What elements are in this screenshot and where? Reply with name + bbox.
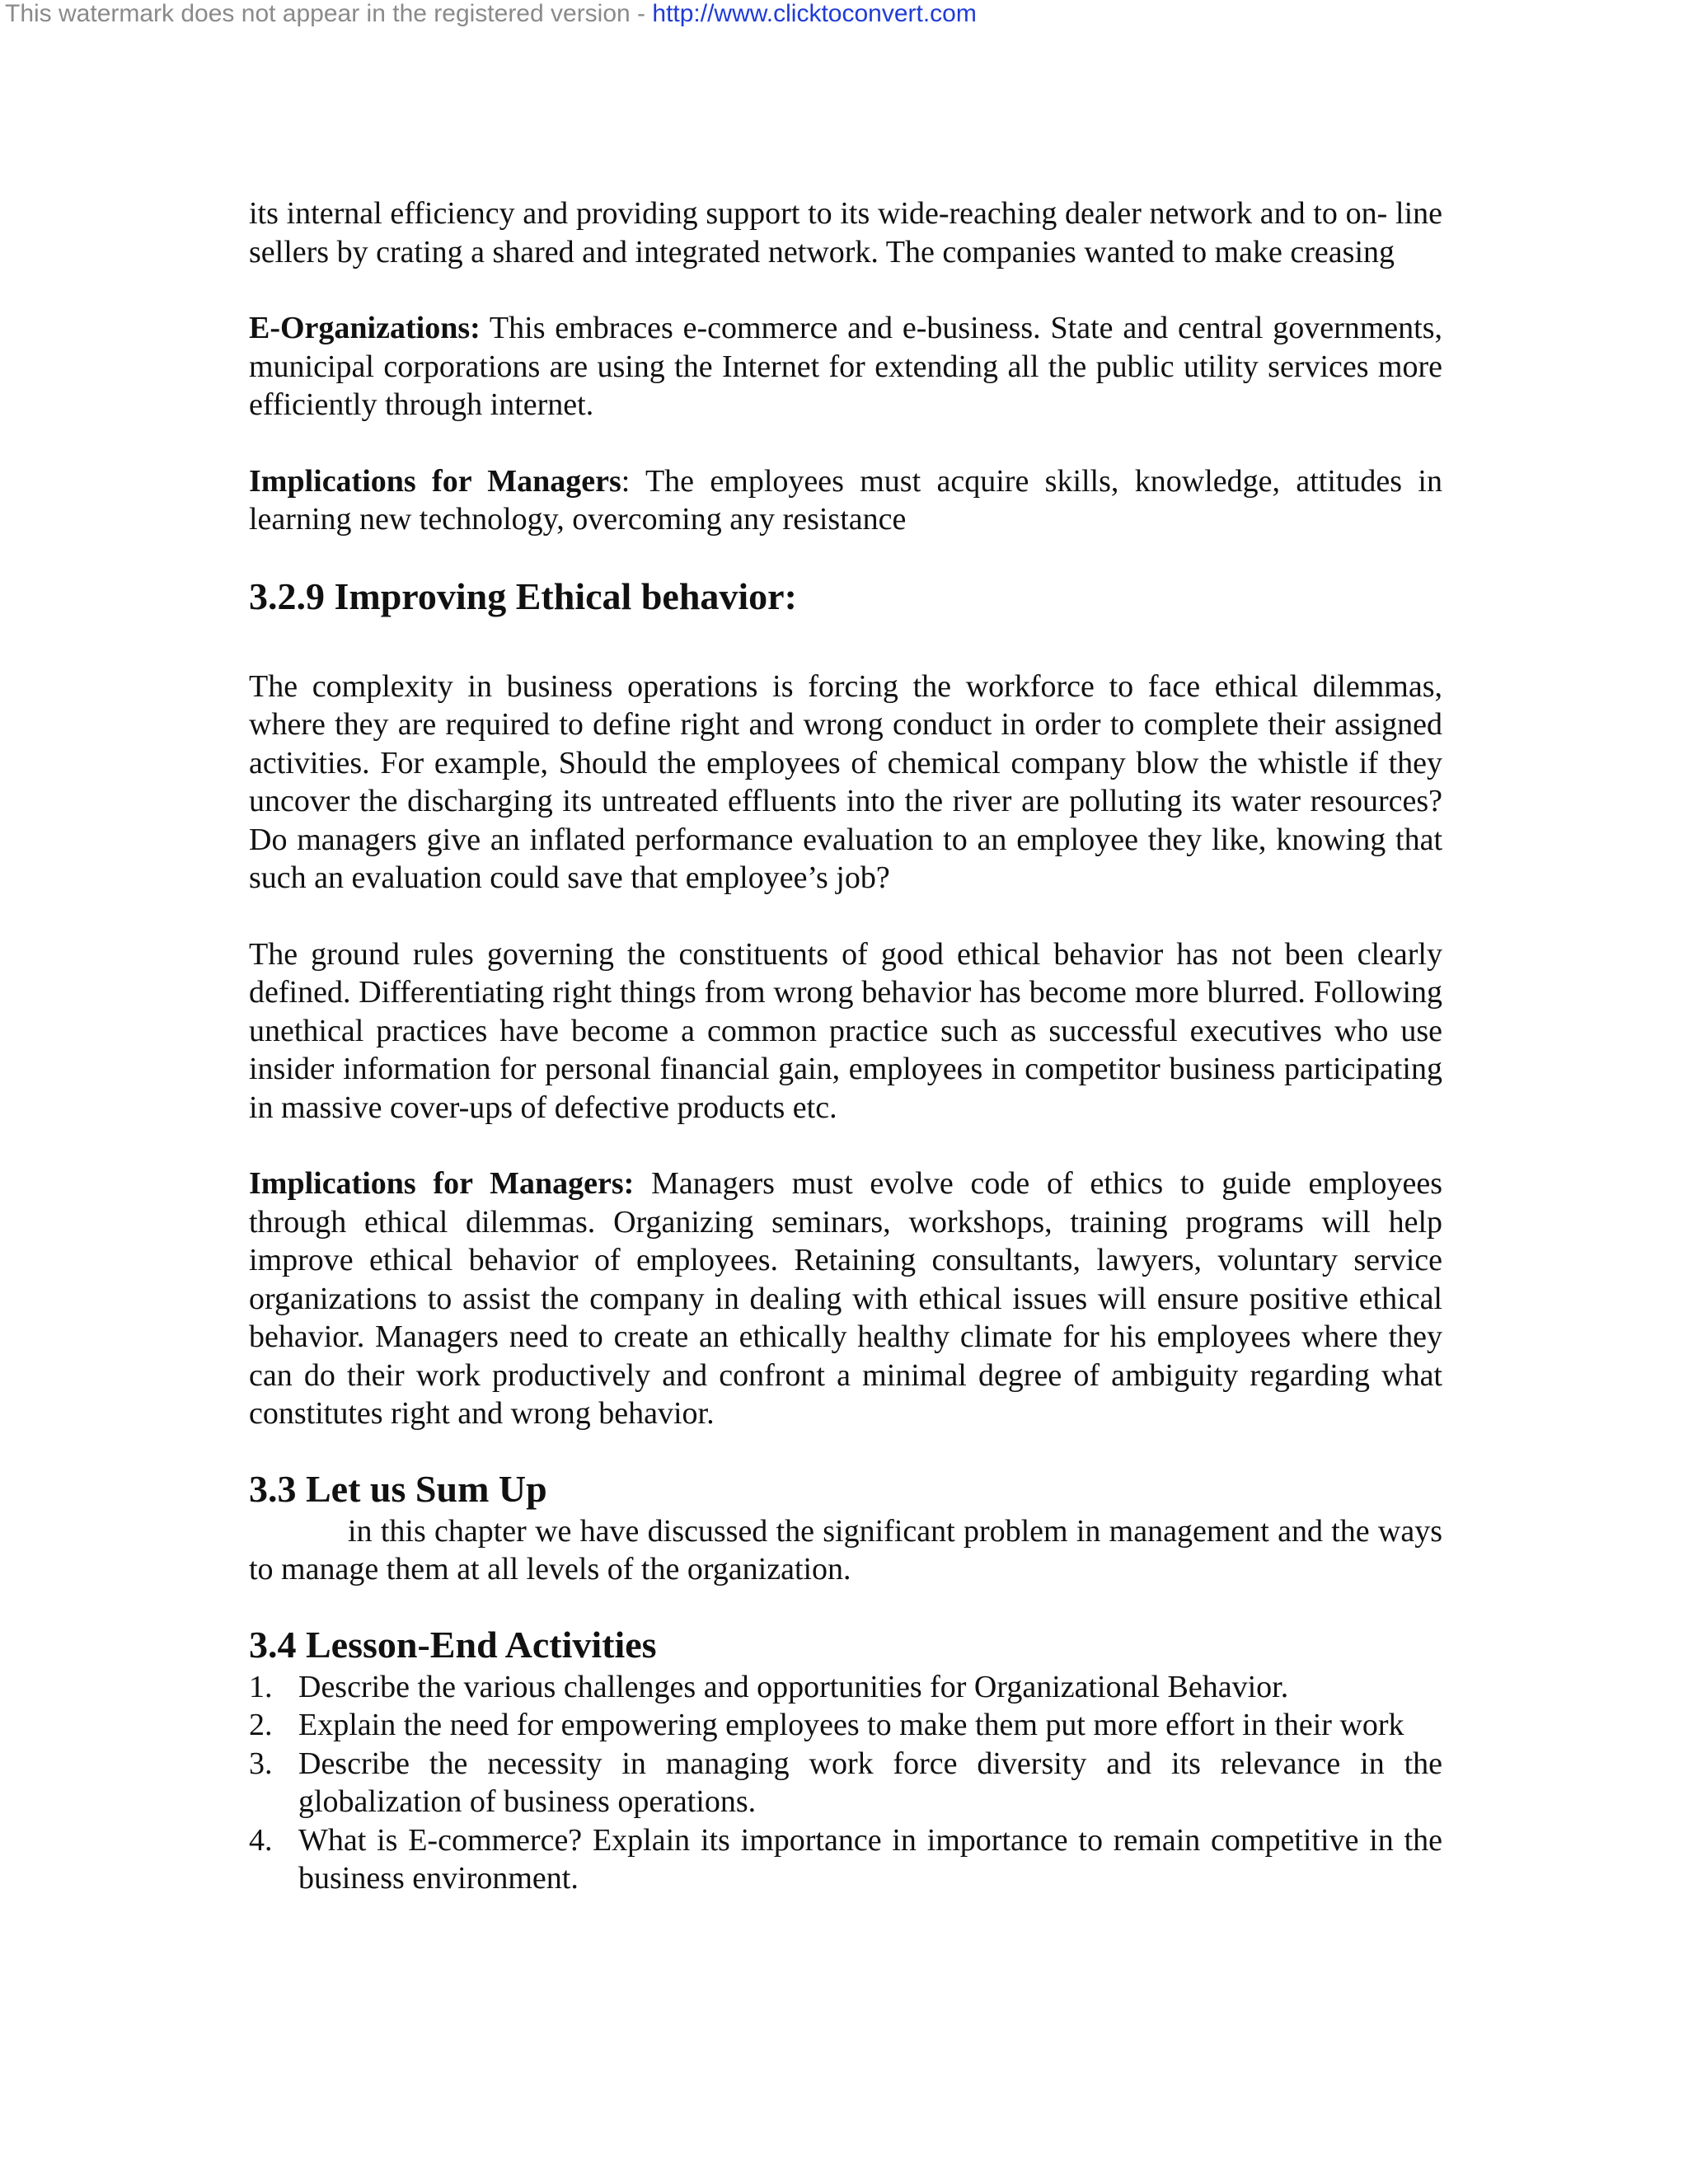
list-item-number: 1.: [249, 1669, 273, 1704]
implications-paragraph-2: [249, 1165, 1442, 1433]
section-heading-3-2-9: 3.2.9 Improving Ethical behavior:: [249, 574, 797, 617]
implications-label-2: Implications for Managers:: [249, 1166, 635, 1201]
sum-up-paragraph: in this chapter we have discussed the significant problem in management and the ways to manage them at all levels of the organization.: [249, 1513, 1442, 1586]
list-item-number: 2.: [249, 1708, 273, 1742]
activities-list: [249, 1668, 1442, 1898]
e-organizations-text: This embraces e-commerce and e-business. State and central governments, municipal corporations are using the Internet for extending all the public utility services more efficiently through internet.: [249, 311, 1442, 422]
document-page: [249, 194, 1442, 1898]
list-item-text: Describe the necessity in managing work force diversity and its relevance in the globalization of business operations.: [298, 1746, 1442, 1819]
list-item: [249, 1821, 1442, 1898]
list-item-text: What is E-commerce? Explain its importance in importance to remain competitive in the business environment.: [298, 1822, 1442, 1896]
e-organizations-label: E-Organizations:: [249, 311, 481, 345]
e-organizations-paragraph: [249, 309, 1442, 424]
implications-paragraph-1: [249, 462, 1442, 539]
ethics-paragraph-1: The complexity in business operations is forcing the workforce to face ethical dilemmas, where they are required to define right and wrong conduct in order to complete their assigned activities. For example, Should the employees of chemical company blow the whistle if they uncover the discharging its untreated effluents into the river are polluting its water resources? Do managers give an inflated performance evaluation to an employee they like, knowing that such an evaluation could save that employee’s job?: [249, 668, 1442, 895]
list-item-number: 3.: [249, 1746, 273, 1781]
watermark-text: This watermark does not appear in the registered version -: [5, 0, 653, 27]
list-item-number: 4.: [249, 1822, 273, 1858]
implications-text-2: Managers must evolve code of ethics to guide employees through ethical dilemmas. Organizing seminars, workshops, training programs will help improve ethical behavior of employees. Retaining consultants, lawyers, voluntary service organizations to assist the company in dealing with ethical issues will ensure positive ethical behavior. Managers need to create an ethically healthy climate for his employees where they can do their work productively and confront a minimal degree of ambiguity regarding what constitutes right and wrong behavior.: [249, 1166, 1442, 1431]
section-heading-3-3: 3.3 Let us Sum Up: [249, 1467, 547, 1510]
list-item-text: Explain the need for empowering employees to make them put more effort in their work: [298, 1708, 1404, 1742]
ethics-paragraph-2: The ground rules governing the constituents of good ethical behavior has not been clearly defined. Differentiating right things from wrong behavior has become more blurred. Following unethical practices have become a common practice such as successful executives who use insider information for personal financial gain, employees in competitor business participating in massive cover-ups of defective products etc.: [249, 936, 1442, 1125]
list-item: [249, 1706, 1442, 1745]
intro-paragraph: its internal efficiency and providing support to its wide-reaching dealer network and to on- line sellers by crating a shared and integrated network. The companies wanted to make creasing: [249, 196, 1442, 269]
implications-label-1: Implications for Managers: [249, 463, 621, 499]
section-heading-3-4: 3.4 Lesson-End Activities: [249, 1623, 657, 1666]
list-item-text: Describe the various challenges and opportunities for Organizational Behavior.: [298, 1669, 1289, 1704]
watermark-banner: [5, 0, 977, 28]
list-item: [249, 1668, 1442, 1707]
list-item: [249, 1745, 1442, 1821]
watermark-link[interactable]: http://www.clicktoconvert.com: [652, 0, 977, 27]
implications-text-1: : The employees must acquire skills, knowledge, attitudes in learning new technology, overcoming any resistance: [249, 463, 1442, 537]
